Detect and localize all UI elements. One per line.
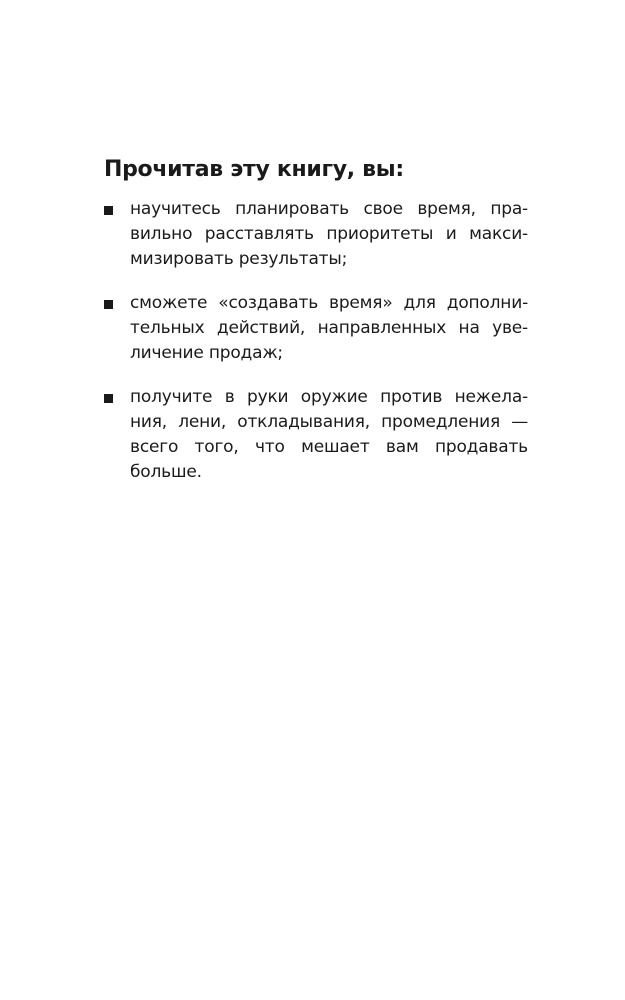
- square-bullet-icon: [104, 300, 113, 309]
- benefits-list: [104, 197, 528, 485]
- list-item-line: мизировать результаты;: [130, 249, 348, 269]
- list-item: [104, 291, 528, 366]
- list-item-line: научитесь планировать свое время, пра-: [130, 199, 528, 219]
- list-item-line: получите в руки оружие против нежела-: [130, 387, 528, 407]
- page-title: Прочитав эту книгу, вы:: [104, 157, 404, 182]
- list-item: [104, 197, 528, 272]
- list-item-line: личение продаж;: [130, 343, 283, 363]
- list-item-line: больше.: [130, 462, 202, 482]
- list-item-line: вильно расставлять приоритеты и макси-: [130, 224, 528, 244]
- square-bullet-icon: [104, 394, 113, 403]
- page-content: [104, 155, 528, 504]
- list-item-line: тельных действий, направленных на уве-: [130, 318, 528, 338]
- list-item-line: всего того, что мешает вам продавать: [130, 437, 528, 457]
- list-item-line: сможете «создавать время» для дополни-: [130, 293, 528, 313]
- list-item-line: ния, лени, откладывания, промедления —: [130, 412, 528, 432]
- list-item: [104, 385, 528, 485]
- square-bullet-icon: [104, 206, 113, 215]
